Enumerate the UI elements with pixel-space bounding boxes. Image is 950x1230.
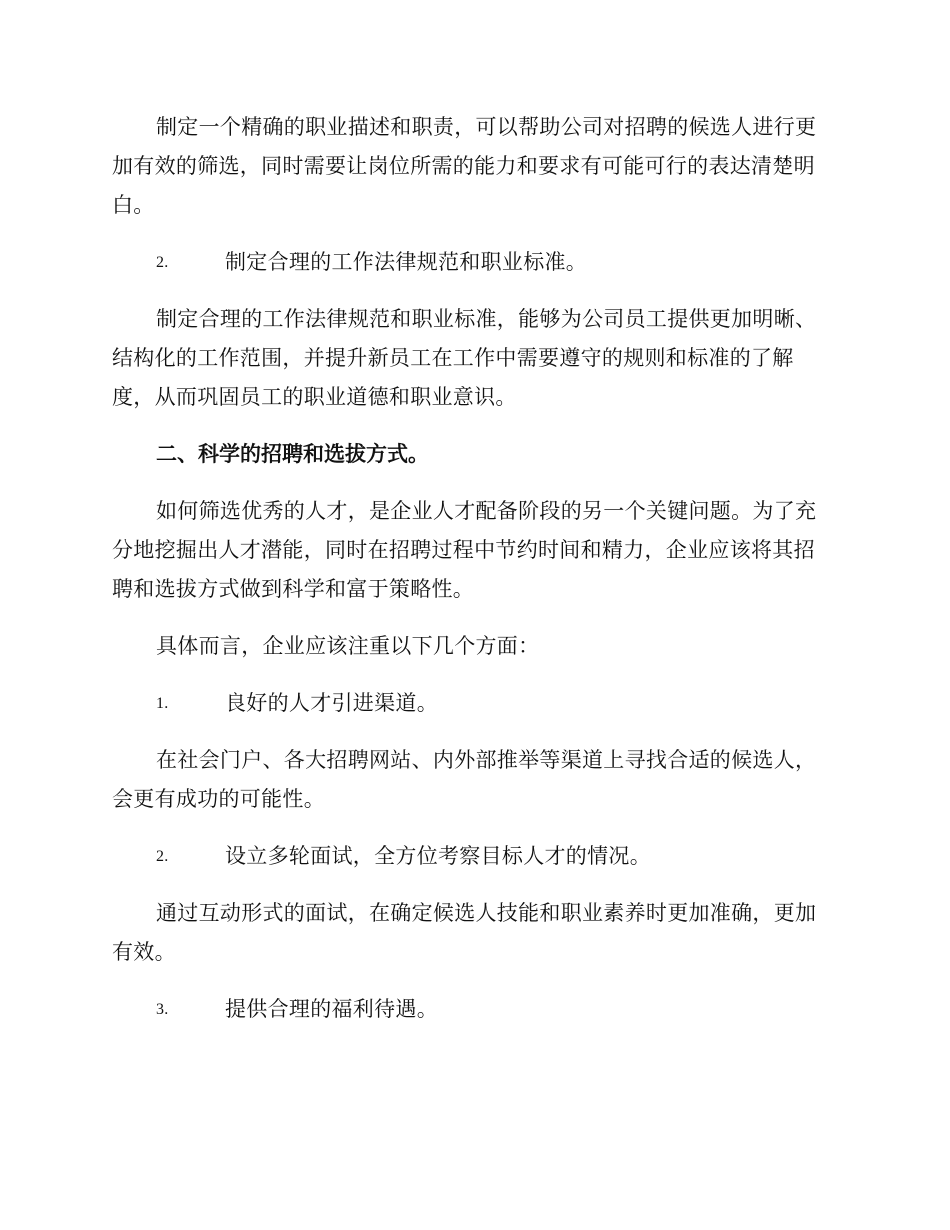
list-number: 1.	[156, 695, 169, 712]
list-number: 2.	[156, 848, 169, 865]
paragraph-recruit-channels: 在社会门户、各大招聘网站、内外部推举等渠道上寻找合适的候选人，会更有成功的可能性。	[112, 748, 817, 811]
list-item-benefits	[112, 990, 834, 1029]
list-item-text: 制定合理的工作法律规范和职业标准。	[225, 250, 588, 274]
list-item-legal-norms	[112, 243, 834, 282]
document-body	[112, 108, 834, 1047]
list-number: 3.	[156, 1001, 169, 1018]
list-item-multi-interview	[112, 837, 834, 876]
paragraph-aspects-intro: 具体而言，企业应该注重以下几个方面：	[156, 634, 540, 658]
section-heading: 二、科学的招聘和选拔方式。	[156, 442, 429, 466]
paragraph-job-description: 制定一个精确的职业描述和职责，可以帮助公司对招聘的候选人进行更加有效的筛选，同时需要让岗位所需的能力和要求有可能可行的表达清楚明白。	[112, 115, 817, 217]
list-item-text: 设立多轮面试，全方位考察目标人才的情况。	[225, 844, 651, 868]
paragraph-legal-norms: 制定合理的工作法律规范和职业标准，能够为公司员工提供更加明晰、结构化的工作范围，并提升新员工在工作中需要遵守的规则和标准的了解度，从而巩固员工的职业道德和职业意识。	[112, 307, 817, 409]
paragraph-talent-screening: 如何筛选优秀的人才，是企业人才配备阶段的另一个关键问题。为了充分地挖掘出人才潜能，同时在招聘过程中节约时间和精力，企业应该将其招聘和选拔方式做到科学和富于策略性。	[112, 499, 817, 601]
list-number: 2.	[156, 254, 169, 271]
list-item-text: 提供合理的福利待遇。	[225, 997, 438, 1021]
paragraph-interview: 通过互动形式的面试，在确定候选人技能和职业素养时更加准确，更加有效。	[112, 901, 817, 964]
list-item-recruit-channels	[112, 684, 834, 723]
list-item-text: 良好的人才引进渠道。	[225, 691, 438, 715]
